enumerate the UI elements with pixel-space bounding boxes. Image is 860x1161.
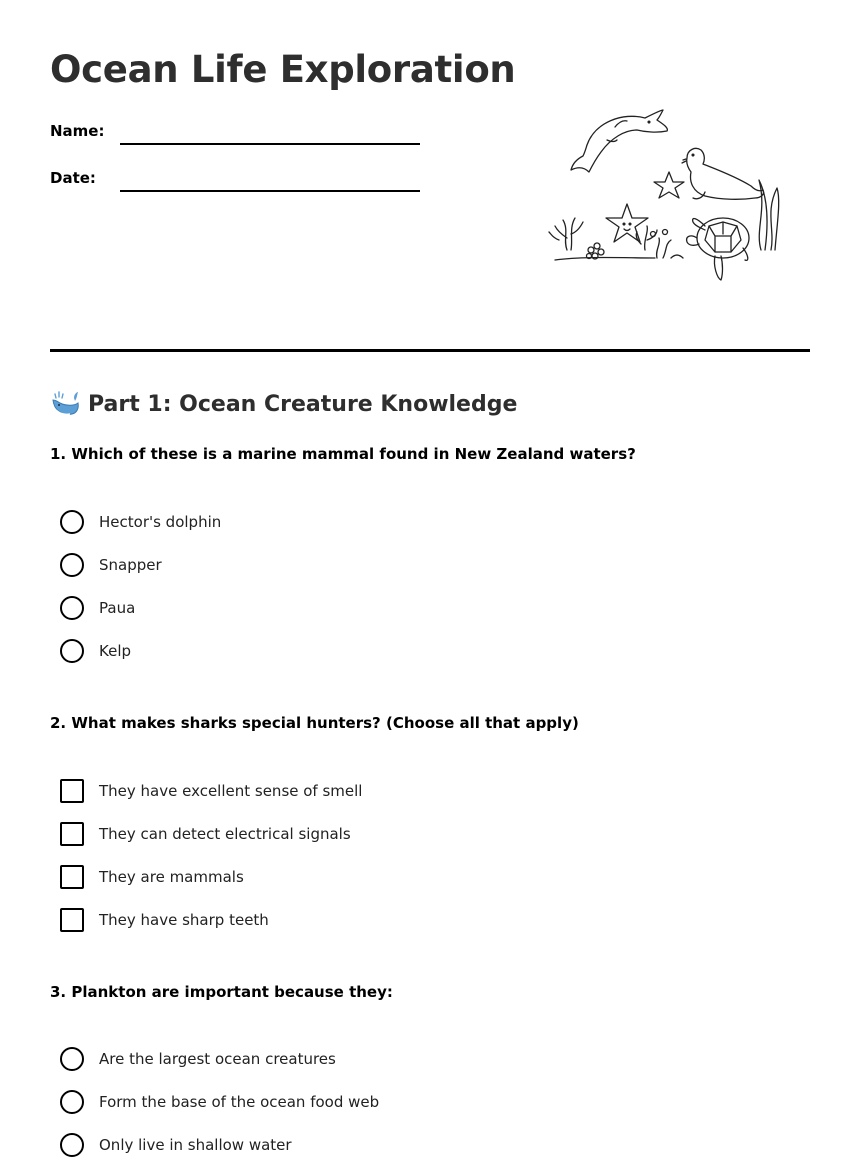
checkbox[interactable] <box>60 822 84 846</box>
radio-button[interactable] <box>60 1133 84 1157</box>
option-label: Form the base of the ocean food web <box>99 1093 380 1111</box>
question-2: 2. What makes sharks special hunters? (Choose all that apply) <box>50 714 579 732</box>
radio-button[interactable] <box>60 510 84 534</box>
turtle-icon <box>687 218 749 280</box>
radio-button[interactable] <box>60 1090 84 1114</box>
option-food-web[interactable] <box>60 1089 379 1115</box>
starfish-icon <box>606 204 648 242</box>
seal-icon <box>682 148 764 199</box>
option-mammals[interactable] <box>60 864 244 890</box>
name-label: Name: <box>50 122 105 140</box>
radio-button[interactable] <box>60 596 84 620</box>
date-label: Date: <box>50 169 96 187</box>
checkbox[interactable] <box>60 865 84 889</box>
option-paua[interactable] <box>60 595 135 621</box>
option-kelp[interactable] <box>60 638 131 664</box>
whale-icon <box>50 390 80 418</box>
option-label: They can detect electrical signals <box>99 825 351 843</box>
starfish-icon <box>654 172 684 198</box>
page-title: Ocean Life Exploration <box>50 48 516 91</box>
section-divider <box>50 349 810 352</box>
option-label: Kelp <box>99 642 132 660</box>
coral-icon <box>587 226 684 259</box>
option-hectors-dolphin[interactable] <box>60 509 221 535</box>
radio-button[interactable] <box>60 553 84 577</box>
option-sense-of-smell[interactable] <box>60 778 362 804</box>
option-label: Only live in shallow water <box>99 1136 292 1154</box>
option-label: Hector's dolphin <box>99 513 222 531</box>
checkbox[interactable] <box>60 779 84 803</box>
question-1: 1. Which of these is a marine mammal found in New Zealand waters? <box>50 445 636 463</box>
section-heading <box>50 388 517 420</box>
section-title: Part 1: Ocean Creature Knowledge <box>88 391 518 417</box>
option-label: Are the largest ocean creatures <box>99 1050 336 1068</box>
question-3: 3. Plankton are important because they: <box>50 983 393 1001</box>
option-label: Paua <box>99 599 136 617</box>
dolphin-icon <box>571 110 667 172</box>
seaweed-icon <box>549 218 583 250</box>
ocean-creatures-illustration <box>545 100 790 285</box>
option-label: They have sharp teeth <box>99 911 269 929</box>
radio-button[interactable] <box>60 639 84 663</box>
name-field[interactable] <box>120 143 420 145</box>
option-sharp-teeth[interactable] <box>60 907 269 933</box>
option-largest-creatures[interactable] <box>60 1046 336 1072</box>
option-label: Snapper <box>99 556 162 574</box>
checkbox[interactable] <box>60 908 84 932</box>
option-label: They are mammals <box>99 868 244 886</box>
option-snapper[interactable] <box>60 552 162 578</box>
option-label: They have excellent sense of smell <box>99 782 363 800</box>
date-field[interactable] <box>120 190 420 192</box>
option-electrical-signals[interactable] <box>60 821 351 847</box>
option-shallow-water[interactable] <box>60 1132 292 1158</box>
radio-button[interactable] <box>60 1047 84 1071</box>
